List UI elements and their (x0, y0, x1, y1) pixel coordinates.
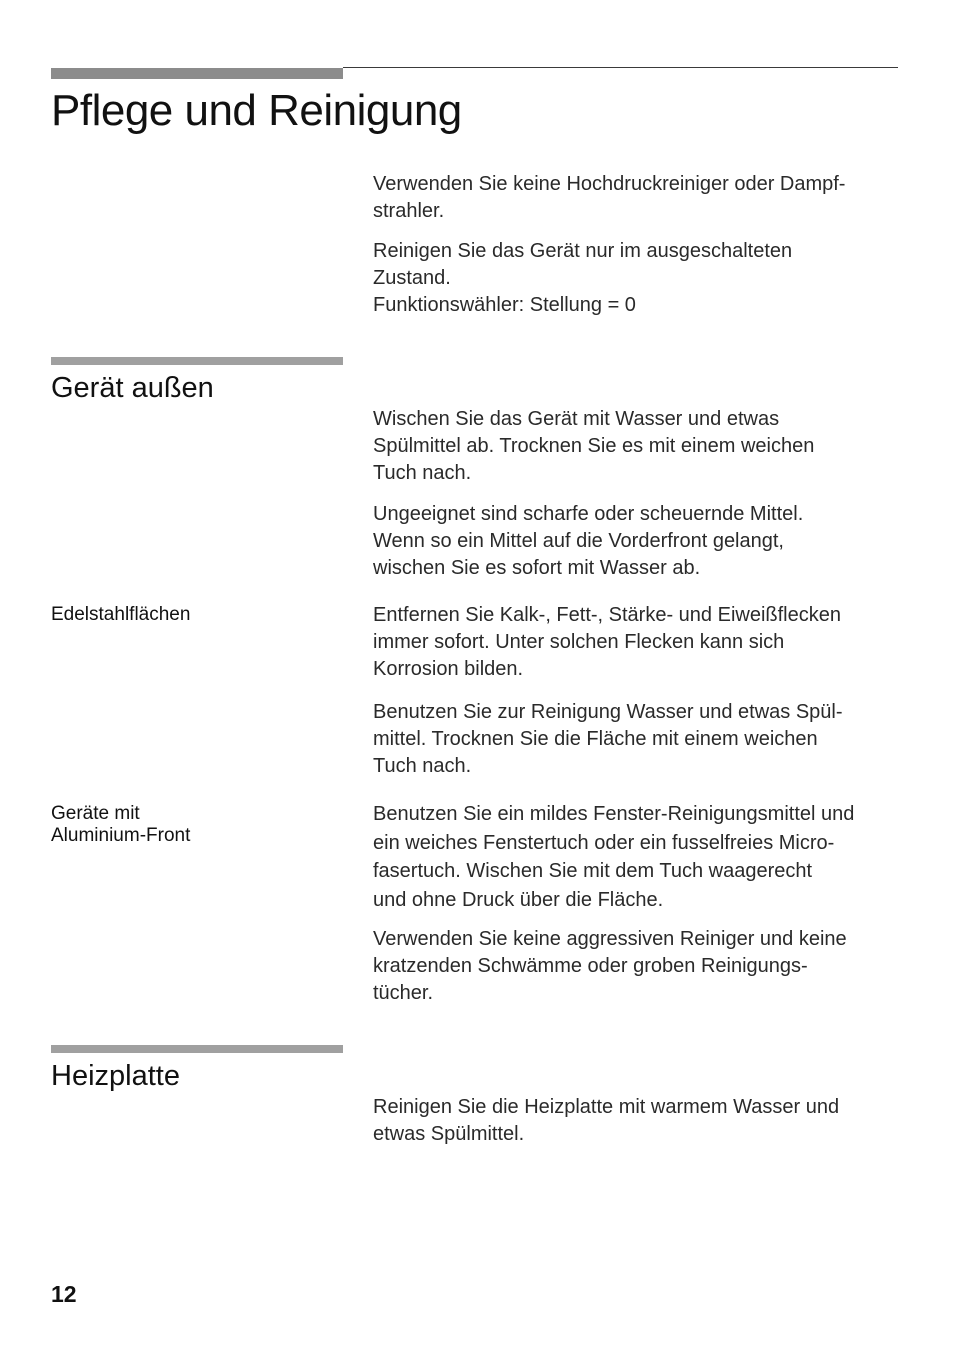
page-number: 12 (51, 1281, 77, 1307)
title-rule-line (343, 67, 898, 68)
section-heading-hotplate: Heizplatte (51, 1060, 180, 1092)
outside-paragraph-1: Wischen Sie das Gerät mit Wasser und etwas Spülmittel ab. Trocknen Sie es mit einem weichen Tuch nach. (373, 408, 815, 484)
section-bar-outside (51, 357, 343, 365)
section-heading-outside: Gerät außen (51, 372, 214, 404)
section-bar-hotplate (51, 1045, 343, 1053)
title-rule-bar (51, 68, 343, 79)
aluminium-paragraph-2: Verwenden Sie keine aggressiven Reiniger und keine kratzenden Schwämme oder groben Reinigungs- tücher. (373, 928, 847, 1004)
hotplate-paragraph-1: Reinigen Sie die Heizplatte mit warmem Wasser und etwas Spülmittel. (373, 1096, 840, 1145)
subheading-aluminium-front: Geräte mit Aluminium-Front (51, 803, 191, 846)
intro-paragraph-2: Reinigen Sie das Gerät nur im ausgeschalteten Zustand. Funktionswähler: Stellung = 0 (373, 240, 793, 316)
page-title: Pflege und Reinigung (51, 86, 462, 135)
aluminium-paragraph-1: Benutzen Sie ein mildes Fenster-Reinigungsmittel und ein weiches Fenstertuch oder ein fusselfreies Micro- fasertuch. Wischen Sie mit dem Tuch waagerecht und ohne Druck über die Fläche. (373, 803, 855, 911)
outside-paragraph-2: Ungeeignet sind scharfe oder scheuernde Mittel. Wenn so ein Mittel auf die Vorderfront gelangt, wischen Sie es sofort mit Wasser ab. (373, 503, 804, 579)
stainless-paragraph-1: Entfernen Sie Kalk-, Fett-, Stärke- und Eiweißflecken immer sofort. Unter solchen Flecken kann sich Korrosion bilden. (373, 604, 841, 680)
subheading-stainless-steel: Edelstahlflächen (51, 604, 191, 625)
stainless-paragraph-2: Benutzen Sie zur Reinigung Wasser und etwas Spül- mittel. Trocknen Sie die Fläche mit einem weichen Tuch nach. (373, 701, 843, 777)
intro-paragraph-1: Verwenden Sie keine Hochdruckreiniger oder Dampf- strahler. (373, 173, 846, 222)
